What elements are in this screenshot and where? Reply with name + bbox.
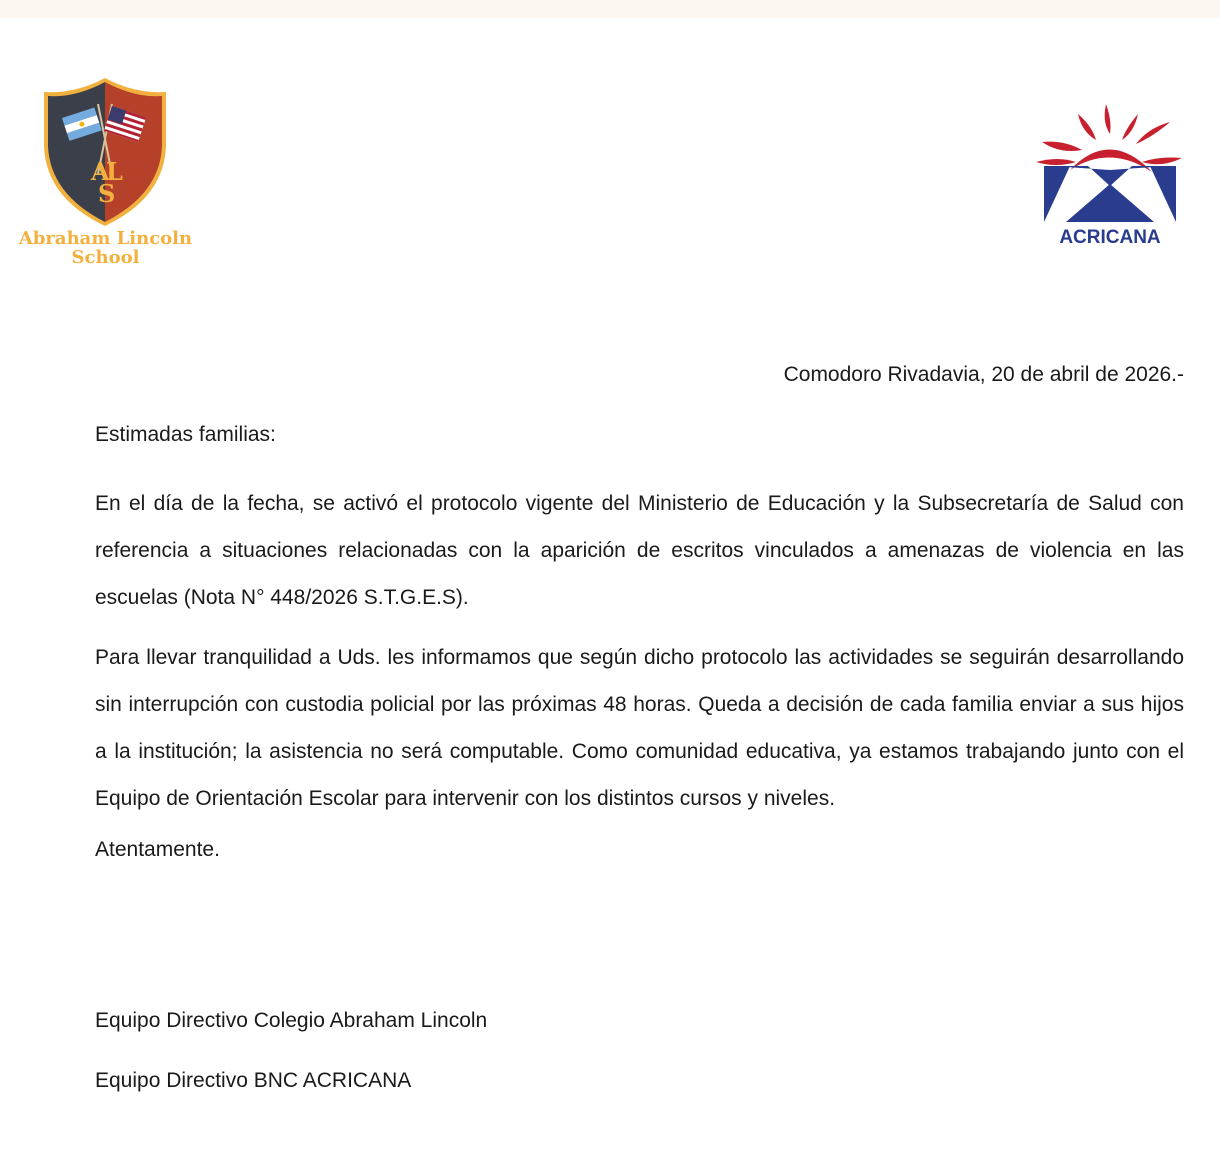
- school-name: [18, 229, 193, 267]
- letter-closing: Atentamente.: [95, 838, 220, 861]
- top-strip: [0, 0, 1220, 18]
- acricana-name: ACRICANA: [1059, 227, 1161, 248]
- svg-text:A: A: [91, 157, 110, 186]
- signature-line-1: Equipo Directivo Colegio Abraham Lincoln: [95, 1009, 488, 1032]
- svg-text:L: L: [106, 157, 123, 186]
- letter-body: [95, 420, 1184, 865]
- letter-paragraph-2: Para llevar tranquilidad a Uds. les informamos que según dicho protocolo las actividades se seguirán desarrollando sin interrupción con custodia policial por las próximas 48 horas. Queda a decisión de cada familia enviar a sus hijos a la institución; la asistencia no será computable. Como comunidad educativa, ya estamos trabajando junto con el Equipo de Orientación Escolar para intervenir con los distintos cursos y niveles.: [95, 646, 1184, 810]
- letter-greeting: Estimadas familias:: [95, 423, 276, 446]
- school-name-line1: Abraham Lincoln: [18, 228, 193, 249]
- acricana-logo: [1030, 100, 1190, 255]
- acricana-sun-icon: [1030, 100, 1190, 225]
- school-shield-icon: [40, 76, 170, 226]
- signature-line-2: Equipo Directivo BNC ACRICANA: [95, 1069, 412, 1092]
- letter-date: Comodoro Rivadavia, 20 de abril de 2026.-: [783, 363, 1184, 386]
- svg-text:S: S: [98, 179, 116, 208]
- school-name-line2: School: [71, 247, 140, 268]
- letter-paragraph-1: En el día de la fecha, se activó el protocolo vigente del Ministerio de Educación y la Subsecretaría de Salud con referencia a situaciones relacionadas con la aparición de escritos vinculados a amenazas de violencia en las escuelas (Nota N° 448/2026 S.T.G.E.S).: [95, 492, 1184, 609]
- school-logo: [18, 76, 193, 271]
